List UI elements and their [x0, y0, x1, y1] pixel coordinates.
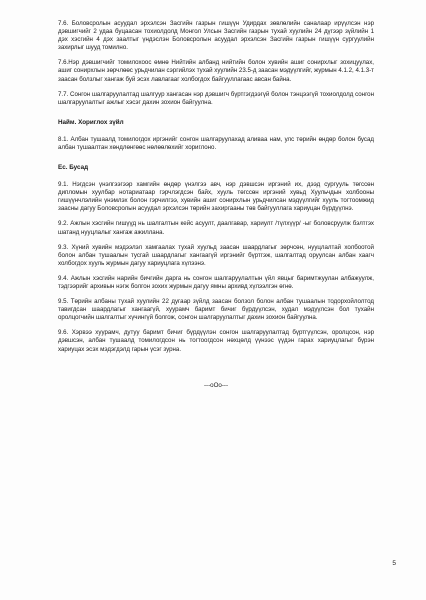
paragraph-9-5: 9.5. Төрийн албаны тухай хуулийн 22 дугаар зүйлд заасан болзол болон албан тушаалын тодорхойлолтод тавигдсан шаардлагыг хангаагүй, хуурамч баримт бичиг бүрдүүлсэн, худал мэдүүлсэн бол тухайн оролцогчийн шалгалтыг хүчингүй болгож, сонгон шалгаруулалтыг дахин зохион байгуулна. [58, 298, 374, 322]
paragraph-9-3: 9.3. Хүний хувийн мэдээлэл хамгаалах тухай хуульд заасан шаардлагыг зөрчсөн, нууцлалтай холбоотой болон албан тушаалын тусгай шаардлагыг хангаагүй иргэнийг бүртгэж, шалгалтад оруулсан албан хаагч холбогдох хууль журмын дагуу хариуцлага хүлээнэ. [58, 243, 374, 267]
paragraph-9-1: 9.1. Нэгдсэн үнэлгээгээр хамгийн өндөр үнэлгээ авч, нэр дэвшсэн иргэний их, дээд сургууль төгссөн дипломын хуулбар нотариатаар гэрчлэгдсэн байх, хууль төгссөн иргэний хувьд Хуульчдын холбооны гишүүнчлэлийн үнэмлэх болон гэрчилгээ, хувийн ашиг сонирхлын урьдчилсан мэдүүлгийг хууль тогтоомжид заасны дагуу Боловсролын асуудал эрхэлсэн төрийн захиргааны төв байгууллага хариуцан бүрдүүлнэ. [58, 181, 374, 213]
paragraph-9-2: 9.2. Ажлын хэсгийн гишүүд нь шалгалтын кейс асуулт, даалгавар, хариулт /түлхүүр/ -ыг боловсруулж бэлтгэх шатанд нууцлалыг хангаж ажиллана. [58, 220, 374, 236]
paragraph-8-1: 8.1. Албан тушаалд томилогдох иргэнийг сонгон шалгаруулахад аливаа нам, улс төрийн өндөр болон бусад албан тушаалтан хөндлөнгөөс нөлөөлөхийг хориглоно. [58, 135, 374, 151]
paragraph-9-6: 9.6. Хэрвээ хуурамч, дутуу баримт бичиг бүрдүүлэн сонгон шалгаруулалтад бүртгүүлсэн, оролцсон, нэр дэвшсэн, албан тушаалд томилогдсон нь тогтоогдсон нөхцөлд үүнээс үүдэн гарах хариуцлагыг бүрэн хариуцах эсэх мэдэгдэлд гарын үсэг зурна. [58, 329, 374, 353]
end-separator: ---oOo--- [203, 381, 229, 389]
section-eight-heading: Найм. Хориглох зүйл [58, 118, 124, 126]
paragraph-7-6a: 7.6. Боловсролын асуудал эрхэлсэн Засгийн газрын гишүүн Удирдах зөвлөлийн саналаар ирүүлсэн нэр дэвшигчийг 2 удаа буцаасан тохиолдолд Монгол Улсын Засгийн газрын тухай хуулийн 24 дүгээр зүйлийн 1 дэх хэсгийн 4 дэх заалтыг үндэслэн Боловсролын асуудал эрхэлсэн Засгийн газрын гишүүн сургуулийн захирлыг шууд томилно. [58, 20, 374, 52]
paragraph-9-4: 9.4. Ажлын хэсгийн нарийн бичгийн дарга нь сонгон шалгаруулалтын үйл явцыг баримтжуулан албажуулж, тэдгээрийг архивын нэгж болгон зохих журмын дагуу ямны архивд хүлээлгэн өгнө. [58, 274, 374, 290]
paragraph-7-6b: 7.6.Нэр дэвшигчийг томилохоос өмнө Нийтийн албанд нийтийн болон хувийн ашиг сонирхлыг зохицуулах, ашиг сонирхлын зөрчлөөс урьдчилан сэргийлэх тухай хуулийн 23.5-д заасан мэдүүлгийг, журмын 4.1.2, 4.1.3-т заасан болзлыг хангаж буй эсэх лавлагааг холбогдох байгууллагаас авсан байна. [58, 59, 374, 83]
paragraph-7-7: 7.7. Сонгон шалгаруулалтад шалгуур хангасан нэр дэвшигч бүртгэгдээгүй болон тэнцээгүй тохиолдолд сонгон шалгаруулалтыг ажлыг хэсэг дахин зохион байгуулна. [58, 90, 374, 106]
section-nine-heading: Ес. Бусад [58, 164, 89, 172]
page-number: 5 [392, 560, 396, 567]
